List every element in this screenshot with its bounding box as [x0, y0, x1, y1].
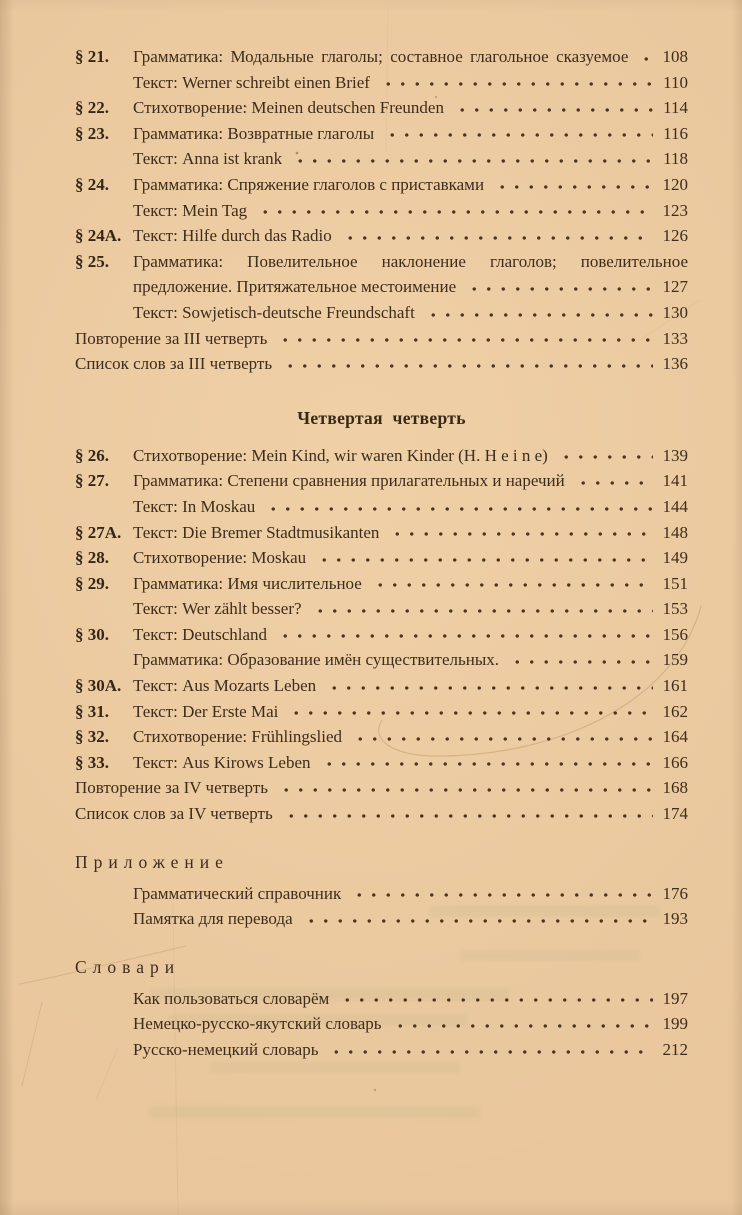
toc-entry-title: Грамматика: Имя числительное: [133, 573, 362, 593]
toc-entry-title: Текст: Aus Mozarts Leben: [133, 676, 317, 696]
section-heading: Четвертая четверть: [297, 407, 466, 428]
page-number: 168: [662, 778, 688, 798]
toc-entry: [75, 121, 688, 147]
toc-entry-title: Грамматика: Повелительное наклонение глаголов; повелительное: [133, 251, 688, 271]
page-number: 212: [662, 1040, 688, 1059]
toc-entry-prefix: § 30.: [75, 624, 109, 644]
page-number: 197: [662, 988, 688, 1008]
dot-leader: [315, 545, 653, 571]
dot-leader: [383, 121, 653, 147]
dot-leader: [391, 1011, 653, 1037]
toc-entry-prefix: § 33.: [75, 752, 109, 772]
dot-leader: [282, 801, 653, 827]
page-number: 116: [663, 123, 688, 143]
toc-entry-title: Грамматика: Спряжение глаголов с приставками: [133, 174, 485, 194]
dot-leader: [371, 571, 653, 597]
page-number: 174: [662, 804, 688, 824]
dot-leader: [557, 443, 653, 469]
toc-entry-title: Немецко-русско-якутский словарь: [133, 1014, 382, 1034]
toc-entry: [75, 443, 688, 469]
toc-entry-title: Грамматический справочник: [133, 883, 342, 903]
toc-entry: [75, 647, 688, 673]
toc-entry: [75, 44, 688, 70]
toc-entry-prefix: § 27.: [75, 471, 109, 491]
toc-entry-title: Список слов за IV четверть: [75, 804, 273, 824]
toc-entry-prefix: § 29.: [75, 573, 109, 593]
dot-leader: [256, 198, 653, 224]
page-number: 123: [662, 200, 688, 220]
toc-entry: [75, 468, 688, 494]
page-number: 166: [662, 752, 688, 772]
dot-leader: [493, 172, 653, 198]
toc-entry-title: Русско-немецкий словарь: [133, 1040, 319, 1059]
page-number: 120: [662, 174, 688, 194]
page-number: 114: [663, 98, 688, 118]
toc-entry: [75, 881, 688, 907]
toc-entry-title: Стихотворение: Frühlingslied: [133, 727, 343, 747]
page-number: 144: [662, 496, 688, 516]
toc-entry-title: предложение. Притяжательное местоимение: [133, 277, 457, 297]
toc-entry-title: Стихотворение: Mein Kind, wir waren Kinder (H. H e i n e): [133, 445, 548, 465]
dot-leader: [287, 699, 653, 725]
dot-leader: [508, 647, 653, 673]
toc-entry-title: Памятка для перевода: [133, 909, 293, 929]
dot-leader: [311, 596, 653, 622]
toc-entry-title: Текст: Hilfe durch das Radio: [133, 226, 332, 246]
toc-entry-title: Грамматика: Образование имён существительных.: [133, 650, 499, 670]
toc-entry-prefix: § 31.: [75, 701, 109, 721]
page-number: 161: [662, 676, 688, 696]
dot-leader: [276, 326, 653, 352]
page-number: 133: [662, 328, 688, 348]
page-number: 176: [662, 883, 688, 903]
toc-entry-title: Стихотворение: Moskau: [133, 548, 307, 568]
dot-leader: [574, 468, 653, 494]
toc-entry-prefix: § 30А.: [75, 676, 122, 696]
dot-leader: [453, 95, 653, 121]
toc-entry-title: Текст: Werner schreibt einen Brief: [133, 72, 370, 92]
toc-entry-title: Текст: Deutschland: [133, 624, 268, 644]
page-number: 159: [662, 650, 688, 670]
toc-entry: [75, 326, 688, 352]
page-number: 118: [663, 149, 688, 169]
page-number: 136: [662, 354, 688, 374]
page-number: 139: [662, 445, 688, 465]
toc-entry: [75, 724, 688, 750]
toc-entry: [75, 274, 688, 300]
toc-entry: [75, 801, 688, 827]
toc-entry: [75, 1011, 688, 1037]
toc-entry: [75, 775, 688, 801]
dot-leader: [281, 351, 653, 377]
toc-entry: [75, 146, 688, 172]
toc-entry-title: Повторение за III четверть: [75, 328, 268, 348]
toc-entry-title: Текст: In Moskau: [133, 496, 256, 516]
page-number: 148: [662, 522, 688, 542]
toc-entry-prefix: § 26.: [75, 445, 109, 465]
toc-entry-title: Как пользоваться словарём: [133, 988, 330, 1008]
toc-entry-title: Список слов за III четверть: [75, 354, 273, 374]
toc-entry: [75, 249, 688, 275]
page-number: 199: [662, 1014, 688, 1034]
toc-entry-title: Текст: Anna ist krank: [133, 149, 283, 169]
page-number: 149: [662, 548, 688, 568]
toc-entry: [75, 172, 688, 198]
toc-entry-prefix: § 27А.: [75, 522, 122, 542]
dot-leader: [276, 622, 653, 648]
toc-entry: [75, 70, 688, 96]
toc-entry-title: Стихотворение: Meinen deutschen Freunden: [133, 98, 444, 118]
page-number: 162: [662, 701, 688, 721]
toc-entry-prefix: § 25.: [75, 251, 109, 271]
toc-entry: [75, 622, 688, 648]
page-number: 127: [662, 277, 688, 297]
dot-leader: [465, 274, 653, 300]
page-number: 153: [662, 599, 688, 619]
toc-entry: [75, 300, 688, 326]
toc-entry: [75, 545, 688, 571]
toc-entry-prefix: § 24А.: [75, 226, 122, 246]
toc-entry: [75, 223, 688, 249]
toc-entry: [75, 699, 688, 725]
dot-leader: [277, 775, 653, 801]
page-number: 141: [662, 471, 688, 491]
page-number: 164: [662, 727, 688, 747]
section-heading: Словари: [75, 956, 181, 977]
toc-entry: [75, 571, 688, 597]
toc-entry-prefix: § 28.: [75, 548, 109, 568]
toc-entry-title: Текст: Wer zählt besser?: [133, 599, 302, 619]
toc-entry: [75, 1037, 688, 1063]
toc-entry: [75, 596, 688, 622]
page-number: 130: [662, 302, 688, 322]
toc-entry: [75, 351, 688, 377]
dot-leader: [320, 750, 654, 776]
page-number: 193: [662, 909, 688, 929]
dot-leader: [341, 223, 653, 249]
toc-entry-prefix: § 24.: [75, 174, 109, 194]
dot-leader: [327, 1037, 653, 1063]
toc-entry-prefix: § 22.: [75, 98, 109, 118]
dot-leader: [264, 494, 653, 520]
toc-entry: [75, 95, 688, 121]
toc-entry: [75, 986, 688, 1012]
dot-leader: [388, 520, 653, 546]
toc-entry-title: Текст: Die Bremer Stadtmusikanten: [133, 522, 380, 542]
toc-entry-title: Текст: Aus Kirows Leben: [133, 752, 311, 772]
dot-leader: [637, 44, 653, 70]
page-number: 110: [663, 72, 688, 92]
toc-entry: [75, 906, 688, 932]
toc-entry-title: Грамматика: Возвратные глаголы: [133, 123, 375, 143]
toc-entry-title: Повторение за IV четверть: [75, 778, 268, 798]
page-number: 156: [662, 624, 688, 644]
toc-entry-prefix: § 23.: [75, 123, 109, 143]
dot-leader: [379, 70, 653, 96]
toc-entry-title: Грамматика: Степени сравнения прилагательных и наречий: [133, 471, 565, 491]
toc-entry-title: Текст: Der Erste Mai: [133, 701, 279, 721]
toc-entry: [75, 520, 688, 546]
toc-entry: [75, 494, 688, 520]
dot-leader: [351, 724, 653, 750]
page-number: 108: [662, 47, 689, 66]
toc-entry-prefix: § 32.: [75, 727, 109, 747]
page-number: 126: [662, 226, 688, 246]
section-heading: Приложение: [75, 851, 229, 872]
toc-entry: [75, 750, 688, 776]
toc-entry: [75, 198, 688, 224]
dot-leader: [325, 673, 653, 699]
table-of-contents: [75, 44, 688, 1063]
toc-entry-title: Грамматика: Модальные глаголы; составное глагольное сказуемое: [133, 47, 629, 66]
dot-leader: [302, 906, 653, 932]
dot-leader: [424, 300, 653, 326]
page-number: 151: [662, 573, 688, 593]
toc-entry-prefix: § 21.: [75, 47, 109, 66]
toc-entry-title: Текст: Sowjetisch-deutsche Freundschaft: [133, 302, 415, 322]
toc-entry: [75, 673, 688, 699]
dot-leader: [291, 146, 653, 172]
toc-entry-title: Текст: Mein Tag: [133, 200, 248, 220]
dot-leader: [350, 881, 653, 907]
dot-leader: [338, 986, 653, 1012]
